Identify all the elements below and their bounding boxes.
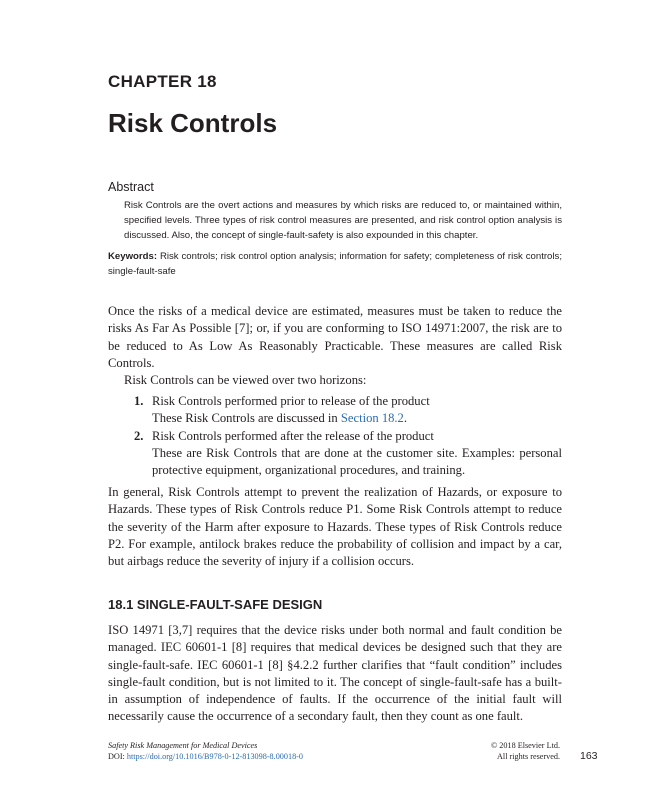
horizons-list [130, 393, 562, 479]
abstract-text: Risk Controls are the overt actions and measures by which risks are reduced to, or maintained within, specified levels. Three types of risk control measures are presented, and risk control option analysis is discussed. Also, the concept of single-fault-safety is also expounded in this chapter. [124, 200, 562, 241]
list-item-title: Risk Controls performed after the release of the product [152, 428, 434, 443]
keywords [108, 249, 562, 279]
footer-right [491, 741, 560, 762]
detail-suffix: . [403, 411, 408, 426]
page-number: 163 [580, 750, 598, 762]
list-item-detail: These are Risk Controls that are done at the customer site. Examples: personal protective equipment, organizational procedures, and training. [152, 445, 562, 478]
list-item [130, 428, 562, 480]
body-paragraph-2: Risk Controls can be viewed over two horizons: [124, 373, 367, 387]
list-item-title: Risk Controls performed prior to release of the product [152, 394, 430, 408]
list-number: 2. [134, 428, 144, 443]
abstract-heading: Abstract [108, 180, 154, 194]
body-paragraph-3: In general, Risk Controls attempt to prevent the realization of Hazards, or exposure to Hazards. These types of Risk Controls reduce P1. Some Risk Controls attempt to reduce the severity of the Harm after exposure to Hazards. These types of Risk Controls reduce P2. For example, antilock brakes reduce the probability of collision and impact by a car, but airbags reduce the severity of injury if a collision occurs. [108, 485, 562, 569]
book-title: Safety Risk Management for Medical Devices [108, 741, 258, 750]
doi-line [108, 752, 303, 763]
copyright: © 2018 Elsevier Ltd. [491, 741, 560, 750]
chapter-title: Risk Controls [108, 108, 278, 138]
keywords-label: Keywords: [108, 251, 158, 262]
rights: All rights reserved. [497, 751, 560, 761]
list-item-detail [152, 410, 562, 427]
doi-label: DOI: [108, 751, 127, 761]
footer-left [108, 741, 303, 762]
list-number: 1. [134, 394, 144, 408]
keywords-text: Risk controls; risk control option analysis; information for safety; completeness of risk controls; single-fault-safe [108, 251, 562, 277]
section-heading: 18.1 SINGLE-FAULT-SAFE DESIGN [108, 597, 323, 612]
section-paragraph: ISO 14971 [3,7] requires that the device risks under both normal and fault condition be managed. IEC 60601-1 [8] requires that medical devices be designed such that they are single-fault-safe. IEC 60601-1 [8] §4.2.2 further clarifies that “fault condition” includes single-fault condition, but is not limited to it. The concept of single-fault-safe has a built-in assumption of independence of faults. If the occurrence of the initial fault will necessarily cause the occurrence of a secondary fault, then they count as one fault. [108, 623, 562, 724]
chapter-label: CHAPTER 18 [108, 72, 217, 91]
body-paragraph-1: Once the risks of a medical device are estimated, measures must be taken to reduce the risks As Far As Possible [7]; or, if you are conforming to ISO 14971:2007, the risk are to be reduced to As Low As Reasonably Practicable. These measures are called Risk Controls. [108, 304, 562, 370]
section-link[interactable]: Section 18.2 [340, 411, 404, 426]
list-item [130, 393, 562, 428]
doi-link[interactable]: https://doi.org/10.1016/B978-0-12-813098-8.00018-0 [126, 751, 303, 761]
detail-prefix: These Risk Controls are discussed in [152, 411, 341, 426]
